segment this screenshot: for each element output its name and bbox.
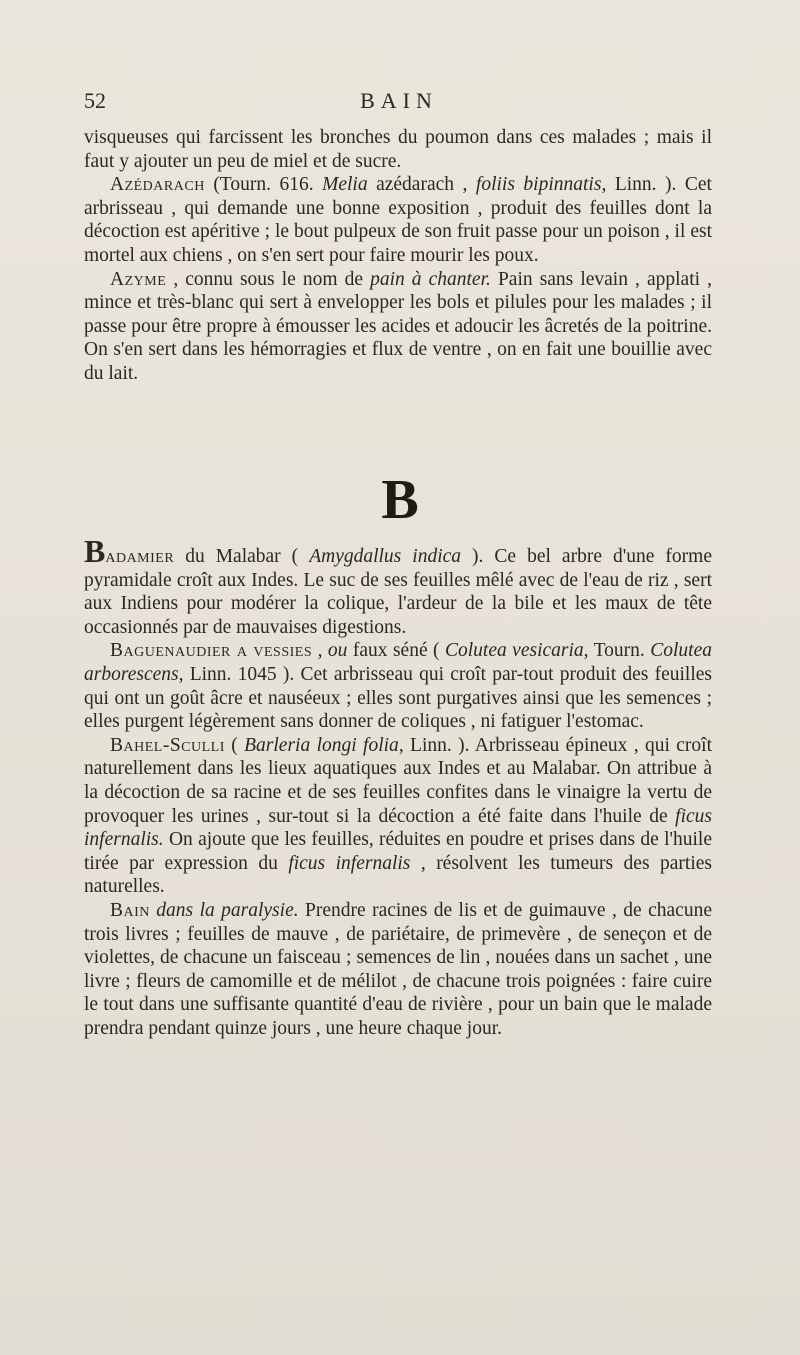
latin-word: ou bbox=[327, 640, 348, 662]
entry-text: , résolvent les tumeurs des parties naturelles. bbox=[84, 852, 712, 898]
latin-name: pain à chanter. bbox=[370, 268, 491, 290]
entry-text: Pain sans levain , applati , mince et très-blanc qui sert à envelopper les bols et pilules pour les malades ; il passe pour être propre à émousser les acides et adoucir les âcretés de la poitrine. On s'en sert dans les hémorragies et flux de ventre , on en fait une bouillie avec du lait. bbox=[84, 268, 712, 384]
headword: Bain bbox=[110, 899, 150, 921]
latin-name: Amygdallus indica bbox=[309, 546, 462, 567]
section-letter: B bbox=[381, 469, 419, 531]
running-head bbox=[84, 88, 714, 118]
headword: Baguenaudier a vessies bbox=[110, 640, 313, 662]
entry-bain bbox=[84, 899, 712, 1041]
entry-text: Prendre racines de lis et de guimauve , de chacune trois livres ; feuilles de mauve , de pariétaire, de primevère , de seneçon et de violettes, de chacune un faisceau ; semences de lin , nouées dans un sachet , une livre ; fleurs de camomille et de mélilot , de chacune trois poignées : faire cuire le tout dans une suffisante quantité d'eau de rivière , pour un bain que le malade prendra pendant quinze jours , une heure chaque jour. bbox=[84, 899, 712, 1039]
entry-text: , bbox=[312, 640, 328, 662]
entry-badamier bbox=[84, 533, 712, 639]
entry-text: , Linn. ). Arbrisseau épineux , qui croît naturellement dans les lieux aquatiques aux Indes et au Malabar. On attribue à la décoction de sa racine et de ses feuilles confites dans le vinaigre la vertu de provoquer les urines , sur-tout si la décoction a été faite dans l'huile de bbox=[84, 734, 713, 827]
entry-text: (Tourn. 616. bbox=[204, 174, 323, 196]
continuation-text: visqueuses qui farcissent les bronches du poumon dans ces malades ; mais il faut y ajouter un peu de miel et de sucre. bbox=[84, 127, 712, 172]
headword: Bahel-Sculli bbox=[110, 734, 225, 756]
entry-text: , Tourn. bbox=[583, 640, 651, 662]
page-number: 52 bbox=[84, 88, 106, 113]
entry-text: , Linn. ). Cet arbrisseau , qui demande une bonne exposition , produit des feuilles dont la décoction est apéritive ; le bout pulpeux de son fruit passe pour un poison , il est mortel aux chiens , on s'en sert pour faire mourir les poux. bbox=[84, 174, 712, 266]
entry-text: On ajoute que les feuilles, réduites en poudre et prises dans de l'huile tirée par expression du bbox=[84, 829, 712, 874]
latin-name: Melia bbox=[322, 174, 368, 196]
entry-text: azédarach , bbox=[367, 174, 476, 196]
entry-azyme bbox=[84, 268, 712, 386]
latin-name: ficus infernalis bbox=[288, 852, 411, 874]
headword: Azyme bbox=[110, 268, 167, 290]
entry-text: , Linn. 1045 ). Cet arbrisseau qui croît par-tout produit des feuilles qui ont un goût âcre et nauséeux ; elles sont purgatives ainsi que les semences ; elles purgent légèrement sans donner de coliques , ni fatiguer l'estomac. bbox=[84, 663, 712, 733]
running-title: BAIN bbox=[360, 88, 438, 113]
latin-name: Barleria longi folia bbox=[244, 734, 399, 756]
entry-text: ). Ce bel arbre d'une forme pyramidale croît aux Indes. Le suc de ses feuilles mêlé avec de l'eau de riz , sert aux Indiens pour modérer la colique, l'ardeur de la bile et les maux de tête occasionnés par de mauvaises digestions. bbox=[84, 546, 712, 638]
entry-text: faux séné ( bbox=[347, 640, 445, 662]
text-block-top bbox=[84, 126, 712, 386]
entry-azedarach bbox=[84, 173, 712, 267]
entry-text: ( bbox=[224, 734, 245, 756]
entry-subtitle: dans la paralysie. bbox=[149, 899, 299, 921]
entry-bahel-sculli bbox=[84, 734, 712, 899]
continuation-paragraph bbox=[84, 126, 712, 173]
entry-text: , connu sous le nom de bbox=[166, 268, 371, 290]
entry-baguenaudier bbox=[84, 639, 712, 733]
latin-name: foliis bipinnatis bbox=[475, 174, 602, 196]
headword: adamier bbox=[105, 546, 175, 567]
latin-name: ficus infernalis. bbox=[84, 805, 712, 851]
text-block-bottom bbox=[84, 533, 713, 1040]
drop-initial: B bbox=[84, 533, 106, 569]
headword: Azédarach bbox=[110, 174, 205, 196]
entry-text: du Malabar ( bbox=[174, 546, 310, 567]
latin-name: Colutea arborescens bbox=[84, 640, 712, 685]
latin-name: Colutea vesicaria bbox=[444, 640, 584, 662]
